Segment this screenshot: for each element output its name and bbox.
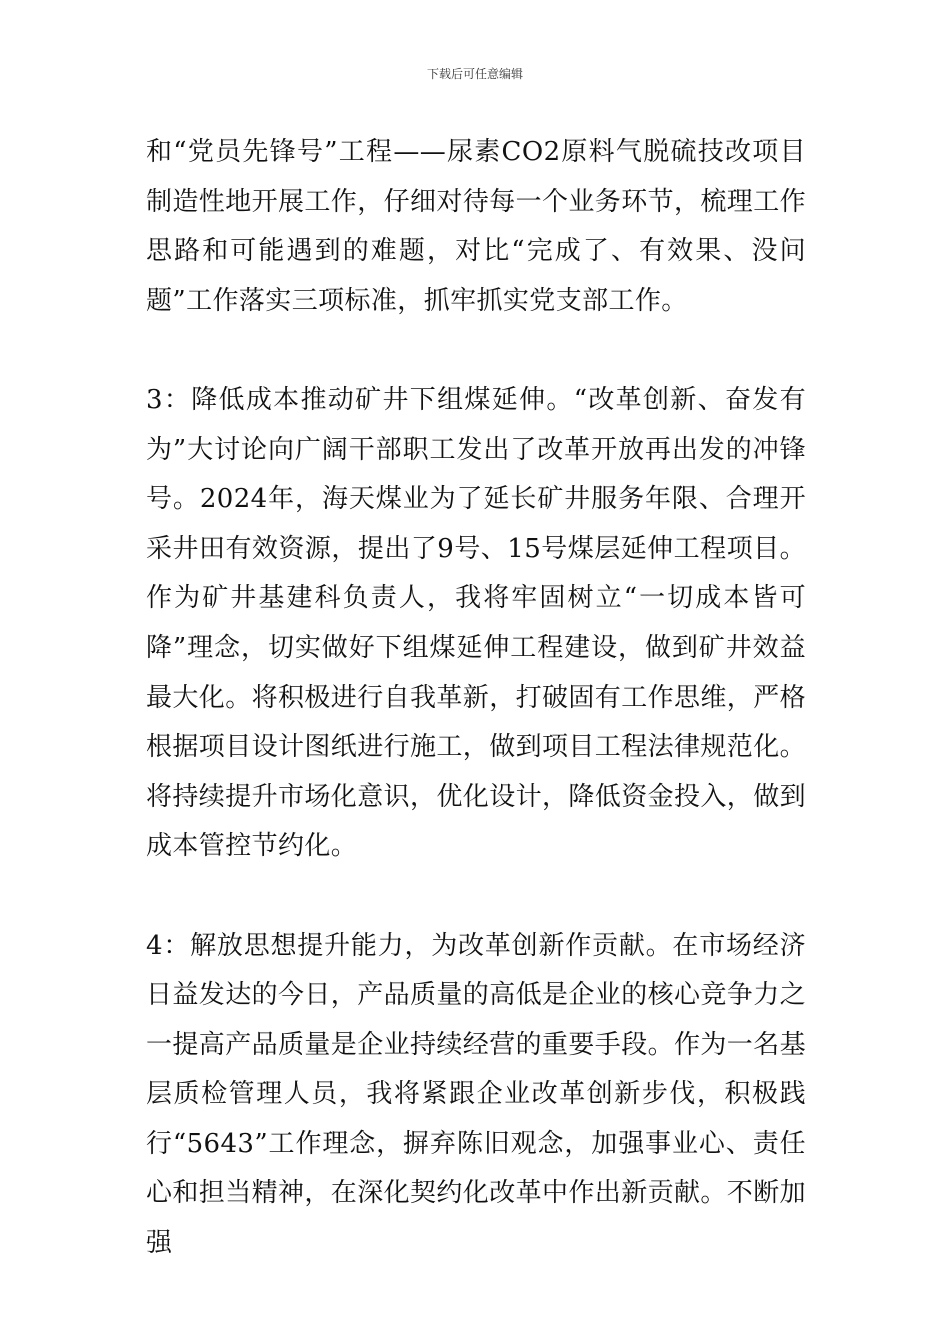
document-body	[146, 128, 806, 1269]
paragraph-reform-innovation: 4：解放思想提升能力，为改革创新作贡献。在市场经济日益发达的今日，产品质量的高低是企业的核心竞争力之一提高产品质量是企业持续经营的重要手段。作为一名基层质检管理人员，我将紧跟企业改革创新步伐，积极践行“5643”工作理念，摒弃陈旧观念，加强事业心、责任心和担当精神，在深化契约化改革中作出新贡献。不断加强	[146, 930, 807, 1259]
paragraph-cost-reduction: 3：降低成本推动矿井下组煤延伸。“改革创新、奋发有为”大讨论向广阔干部职工发出了改革开放再出发的冲锋号。2024年，海天煤业为了延长矿井服务年限、合理开采井田有效资源，提出了9号、15号煤层延伸工程项目。作为矿井基建科负责人，我将牢固树立“一切成本皆可降”理念，切实做好下组煤延伸工程建设，做到矿井效益最大化。将积极进行自我革新，打破固有工作思维，严格根据项目设计图纸进行施工，做到项目工程法律规范化。将持续提升市场化意识，优化设计，降低资金投入，做到成本管控节约化。	[146, 384, 807, 862]
paragraph-party-pioneer: 和“党员先锋号”工程——尿素CO2原料气脱硫技改项目制造性地开展工作，仔细对待每一个业务环节，梳理工作思路和可能遇到的难题，对比“完成了、有效果、没问题”工作落实三项标准，抓牢抓实党支部工作。	[146, 137, 807, 316]
page-header-note: 下载后可任意编辑	[426, 67, 523, 81]
